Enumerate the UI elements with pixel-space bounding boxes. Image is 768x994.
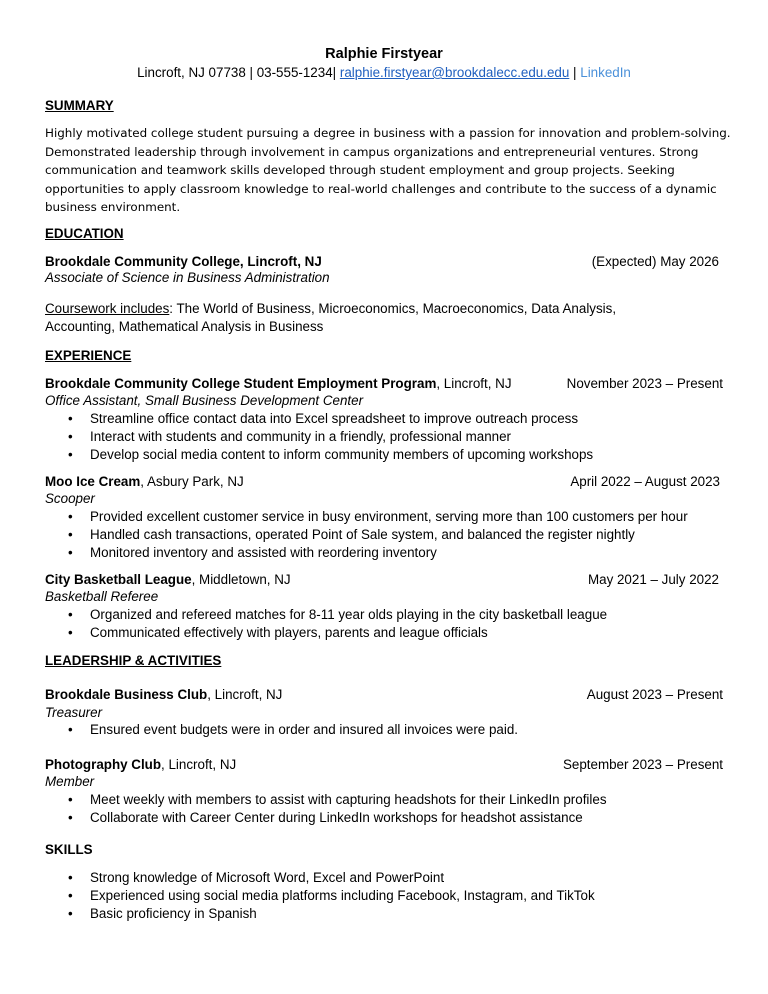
bullet-item: • Develop social media content to inform community members of upcoming workshops (45, 446, 593, 464)
activity-org: Photography Club (45, 757, 162, 772)
leadership-heading: LEADERSHIP & ACTIVITIES (45, 653, 222, 668)
activity-date: September 2023 – Present (562, 757, 723, 772)
contact-line (0, 64, 768, 82)
job-row (45, 571, 723, 589)
bullet-item: • Monitored inventory and assisted with reordering inventory (45, 544, 688, 562)
bullet-item: • Interact with students and community in a friendly, professional manner (45, 428, 593, 446)
activity-role: Member (45, 774, 95, 789)
job-row (45, 473, 723, 491)
job-role: Office Assistant, Small Business Development Center (45, 393, 364, 408)
resume-header (0, 44, 768, 82)
bullet-item: • Strong knowledge of Microsoft Word, Excel and PowerPoint (45, 869, 595, 887)
contact-details: Lincroft, NJ 07738 | 03-555-1234| (137, 65, 340, 80)
bullet-item: • Ensured event budgets were in order and insured all invoices were paid. (45, 721, 518, 739)
coursework-line-2: Accounting, Mathematical Analysis in Business (45, 319, 324, 334)
bullet-item: • Collaborate with Career Center during LinkedIn workshops for headshot assistance (45, 809, 607, 827)
bullet-item: • Basic proficiency in Spanish (45, 905, 595, 923)
bullet-item: • Meet weekly with members to assist with capturing headshots for their LinkedIn profiles (45, 791, 607, 809)
linkedin-link[interactable]: LinkedIn (580, 65, 631, 80)
candidate-name: Ralphie Firstyear (325, 46, 443, 62)
skills-heading: SKILLS (45, 842, 93, 857)
job-org: Moo Ice Cream (45, 474, 141, 489)
activity-row (45, 686, 723, 704)
activity-bullets (45, 721, 518, 739)
summary-heading: SUMMARY (45, 98, 114, 113)
experience-heading: EXPERIENCE (45, 348, 132, 363)
bullet-item: • Handled cash transactions, operated Point of Sale system, and balanced the register nightly (45, 526, 688, 544)
activity-date: August 2023 – Present (586, 687, 723, 702)
job-location: , Middletown, NJ (191, 572, 291, 587)
job-bullets (45, 410, 593, 464)
activity-role: Treasurer (45, 705, 103, 720)
job-org: City Basketball League (45, 572, 192, 587)
job-date: November 2023 – Present (566, 376, 723, 391)
coursework (45, 300, 723, 336)
degree: Associate of Science in Business Administration (45, 270, 330, 285)
job-bullets (45, 606, 607, 642)
activity-bullets (45, 791, 607, 827)
bullet-item: • Streamline office contact data into Excel spreadsheet to improve outreach process (45, 410, 593, 428)
summary-text: Highly motivated college student pursuing a degree in business with a passion for innovation and problem-solving. Demonstrated leadership through involvement in campus organizations and entrepreneurial ventures. Strong communication and teamwork skills developed through student employment and group projects. Seeking opportunities to apply classroom knowledge to real-world challenges and contribute to the success of a dynamic business environment. (45, 126, 731, 214)
bullet-item: • Communicated effectively with players, parents and league officials (45, 624, 607, 642)
job-row (45, 375, 723, 393)
education-heading: EDUCATION (45, 226, 124, 241)
skills-bullets (45, 869, 595, 923)
coursework-label: Coursework includes (45, 301, 170, 316)
job-date: April 2022 – August 2023 (570, 474, 720, 489)
bullet-item: • Organized and refereed matches for 8-11 year olds playing in the city basketball league (45, 606, 607, 624)
job-location: , Asbury Park, NJ (140, 474, 244, 489)
education-date: (Expected) May 2026 (591, 254, 719, 269)
activity-org: Brookdale Business Club (45, 687, 208, 702)
job-location: , Lincroft, NJ (436, 376, 512, 391)
email-link[interactable]: ralphie.firstyear@brookdalecc.edu.edu (339, 65, 570, 80)
bullet-item: • Experienced using social media platforms including Facebook, Instagram, and TikTok (45, 887, 595, 905)
job-role: Basketball Referee (45, 589, 159, 604)
job-role: Scooper (45, 491, 95, 506)
job-bullets (45, 508, 688, 562)
activity-row (45, 756, 723, 774)
job-org: Brookdale Community College Student Employment Program (45, 376, 437, 391)
contact-separator: | (569, 65, 581, 80)
job-date: May 2021 – July 2022 (587, 572, 719, 587)
school-name: Brookdale Community College, Lincroft, NJ (45, 254, 322, 269)
coursework-line-1: : The World of Business, Microeconomics, Macroeconomics, Data Analysis, (169, 301, 617, 316)
bullet-item: • Provided excellent customer service in busy environment, serving more than 100 customers per hour (45, 508, 688, 526)
activity-location: , Lincroft, NJ (161, 757, 237, 772)
activity-location: , Lincroft, NJ (207, 687, 283, 702)
